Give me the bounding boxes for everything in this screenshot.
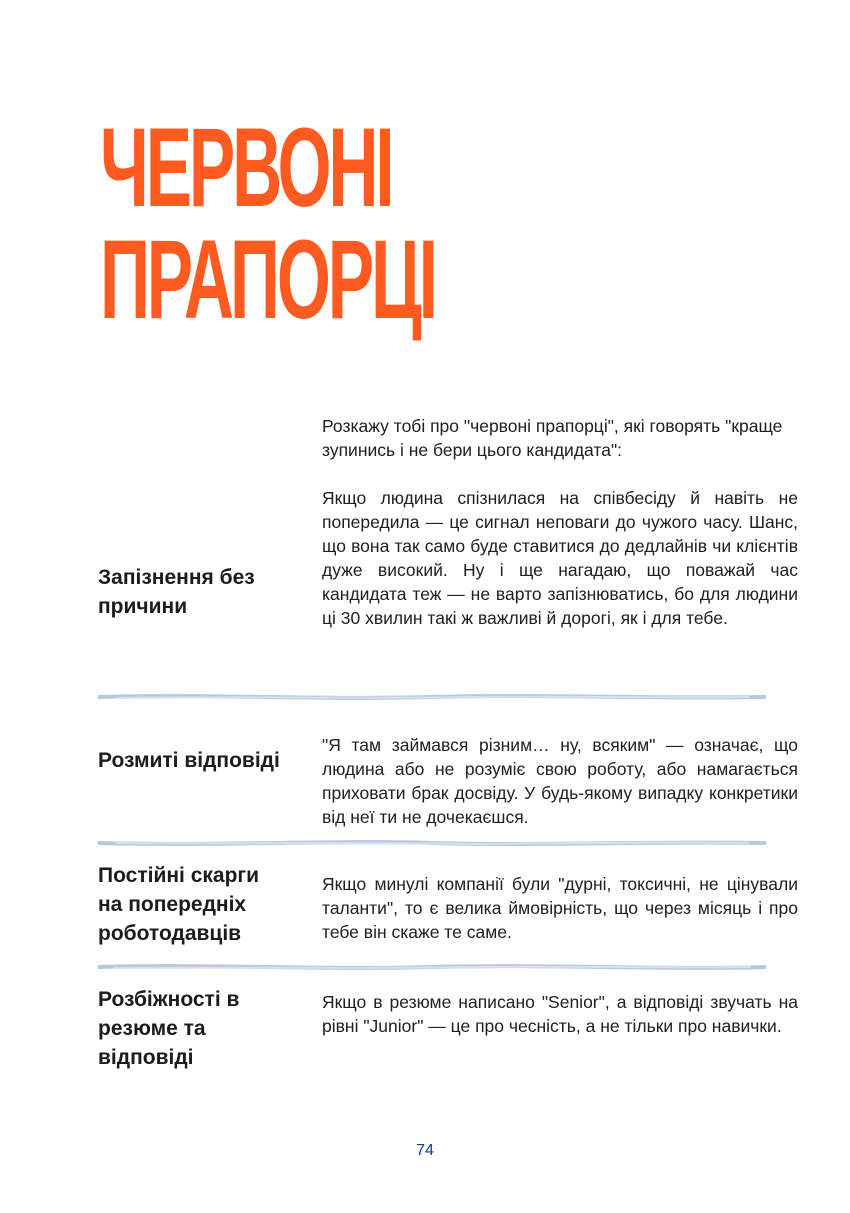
section-divider <box>98 692 766 702</box>
page-title <box>100 105 484 342</box>
red-flag-label-complaints: Постійні скарги на попередніх роботодавців <box>98 864 260 945</box>
red-flag-label-lateness: Запізнення без причини <box>98 566 255 618</box>
page-title-line-2: ПРАПОРЦІ <box>100 217 435 342</box>
section-divider <box>98 962 766 972</box>
red-flag-label-vague-answers: Розмиті відповіді <box>98 749 280 772</box>
page-title-line-1: ЧЕРВОНІ <box>100 105 392 230</box>
red-flag-text-complaints: Якщо минулі компанії були "дурні, токсичні, не цінували таланти", то є велика ймовірність, що через місяць і про тебе він скаже те саме. <box>322 874 798 942</box>
intro-paragraph: Розкажу тобі про "червоні прапорці", які говорять "краще зупинись і не бери цього кандидата": <box>322 416 783 460</box>
page-number: 74 <box>416 1142 434 1159</box>
red-flag-label-resume-mismatch: Розбіжності в резюме та відповіді <box>98 988 240 1069</box>
section-divider <box>98 838 766 848</box>
red-flag-text-resume-mismatch: Якщо в резюме написано "Senior", а відповіді звучать на рівні "Junior" — це про чесність, а не тільки про навички. <box>322 992 798 1036</box>
intro-section <box>322 414 800 462</box>
red-flag-text-vague-answers: "Я там займався різним… ну, всяким" — означає, що людина або не розуміє свою роботу, або намагається приховати брак досвіду. У будь-якому випадку конкретики від неї ти не дочекаєшся. <box>322 735 798 827</box>
red-flag-text-lateness: Якщо людина спізнилася на співбесіду й навіть не попередила — це сигнал неповаги до чужого часу. Шанс, що вона так само буде ставитися до дедлайнів чи клієнтів дуже високий. Ну і ще нагадаю, що поважай час кандидата теж — не варто запізнюватись, бо для людини ці 30 хвилин такі ж важливі й дорогі, як і для тебе. <box>322 488 798 628</box>
